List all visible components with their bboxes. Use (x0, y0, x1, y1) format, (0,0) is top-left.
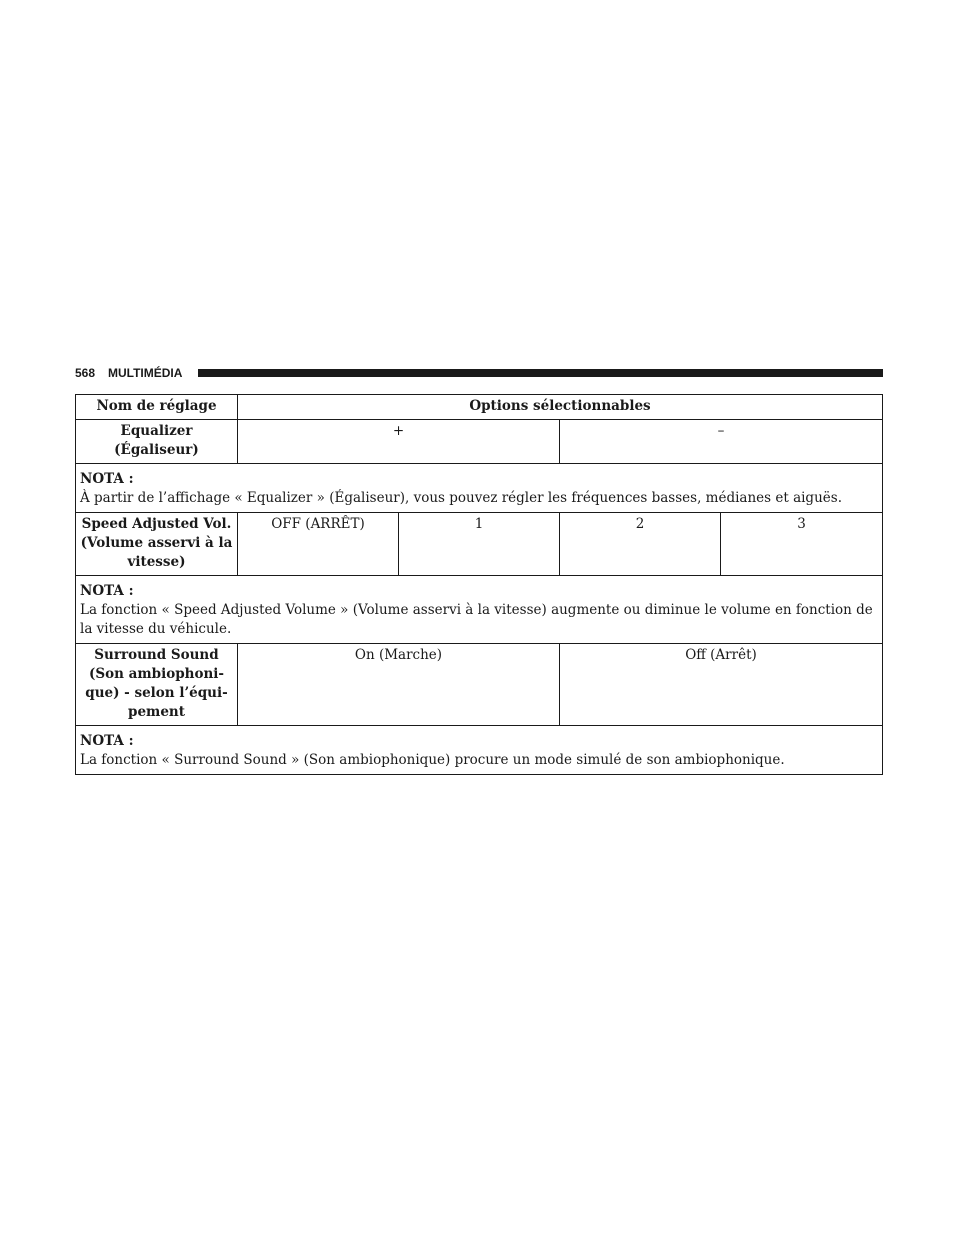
note-text: La fonction « Surround Sound » (Son ambiophonique) procure un mode simulé de son ambiophonique. (80, 752, 785, 768)
note-speed (76, 576, 883, 644)
table-row-surround (76, 644, 883, 726)
speed-option-1: 1 (399, 513, 560, 576)
surround-name-line: Surround Sound (94, 647, 219, 663)
header-options: Options sélectionnables (238, 395, 883, 420)
table-row-equalizer (76, 420, 883, 464)
table-row-speed (76, 513, 883, 576)
surround-name-line: (Son ambiophoni- (88, 666, 225, 682)
speed-name-line: (Volume asservi à la (80, 535, 233, 551)
page-header (75, 363, 883, 385)
surround-option-on: On (Marche) (238, 644, 560, 726)
table-row-note (76, 576, 883, 644)
note-label: NOTA : (80, 471, 134, 487)
surround-option-off: Off (Arrêt) (560, 644, 883, 726)
header-rule (198, 369, 883, 377)
speed-option-3: 3 (721, 513, 883, 576)
page-number: 568 (75, 366, 96, 380)
section-title: MULTIMÉDIA (108, 366, 183, 380)
header-setting-name: Nom de réglage (76, 395, 238, 420)
note-text: La fonction « Speed Adjusted Volume » (Volume asservi à la vitesse) augmente ou diminue le volume en fonction de la vitesse du véhicule. (80, 602, 873, 637)
equalizer-option-minus: – (560, 420, 883, 464)
surround-name (76, 644, 238, 726)
note-label: NOTA : (80, 733, 134, 749)
settings-table (75, 394, 883, 775)
speed-name (76, 513, 238, 576)
surround-name-line: que) - selon l’équi- (85, 685, 228, 701)
equalizer-name: Equalizer (Égaliseur) (76, 420, 238, 464)
note-equalizer (76, 464, 883, 513)
table-row-note (76, 726, 883, 775)
table-header-row (76, 395, 883, 420)
surround-name-line: pement (128, 704, 185, 720)
note-text: À partir de l’affichage « Equalizer » (Égaliseur), vous pouvez régler les fréquences basses, médianes et aiguës. (80, 490, 842, 506)
speed-name-line: Speed Adjusted Vol. (81, 516, 232, 532)
equalizer-option-plus: + (238, 420, 560, 464)
speed-option-2: 2 (560, 513, 721, 576)
note-label: NOTA : (80, 583, 134, 599)
speed-option-off: OFF (ARRÊT) (238, 513, 399, 576)
table-row-note (76, 464, 883, 513)
note-surround (76, 726, 883, 775)
speed-name-line: vitesse) (127, 554, 186, 570)
